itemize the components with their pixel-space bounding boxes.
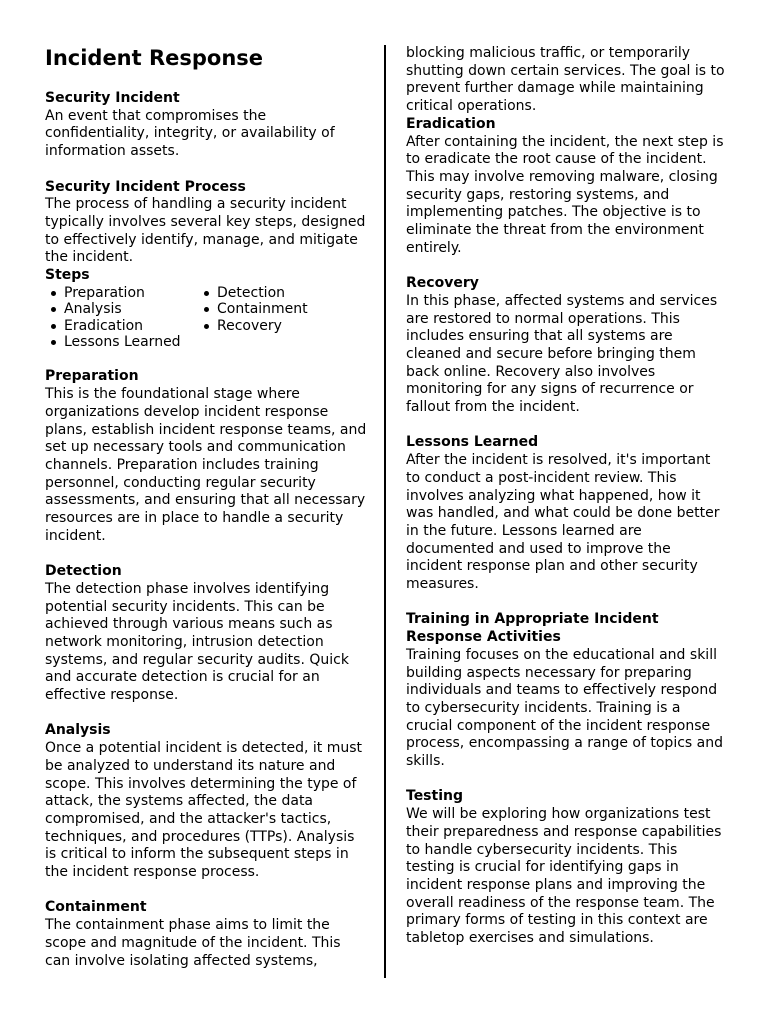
security-incident-text: An event that compromises the confidentiality, integrity, or availability of information assets. [45,107,335,160]
testing-heading: Testing [406,788,463,805]
training-text: Training focuses on the educational and skill building aspects necessary for preparing individuals and teams to effectively respond to cybersecurity incidents. Training is a crucial component of the incident response process, encompassing a range of topics and skills. [406,646,723,770]
list-item: Eradication [45,318,198,335]
process-heading: Security Incident Process [45,178,246,195]
analysis-text: Once a potential incident is detected, it must be analyzed to understand its nature and scope. This involves determining the type of attack, the systems affected, the data compromised, and the attacker's tactics, techniques, and procedures (TTPs). Analysis is critical to inform the subsequent steps in the incident response process. [45,740,363,881]
training-heading: Training in Appropriate Incident Response Activities [406,611,659,646]
testing-text: We will be exploring how organizations test their preparedness and response capabilities to handle cybersecurity incidents. This testing is crucial for identifying gaps in incident response plans and improving the overall readiness of the response team. The primary forms of testing in this context are tabletop exercises and simulations. [406,806,722,947]
recovery-text: In this phase, affected systems and services are restored to normal operations. This includes ensuring that all systems are cleaned and secure before bringing them back online. Recovery also involves monitoring for any signs of recurrence or fallout from the incident. [406,292,718,416]
list-item: Detection [198,285,358,302]
lessons-learned-text: After the incident is resolved, it's important to conduct a post-incident review. This involves analyzing what happened, how it was handled, and what could be done better in the future. Lessons learned are documented and used to improve the incident response plan and other security measures. [406,452,720,593]
detection-heading: Detection [45,563,122,580]
eradication-heading: Eradication [406,115,496,132]
lessons-learned-heading: Lessons Learned [406,434,539,451]
security-incident-heading: Security Incident [45,90,180,106]
left-column [45,44,367,970]
page-title: Incident Response [45,46,264,70]
eradication-text: After containing the incident, the next step is to eradicate the root cause of the incident. This may involve removing malware, closing security gaps, restoring systems, and implementing patches. The objective is to eliminate the threat from the environment entirely. [406,133,724,256]
steps-heading: Steps [45,267,90,284]
containment-text: The containment phase aims to limit the scope and magnitude of the incident. This can involve isolating affected systems, [45,917,341,969]
list-item: Preparation [45,285,198,302]
detection-text: The detection phase involves identifying potential security incidents. This can be achieved through various means such as network monitoring, intrusion detection systems, and regular security audits. Quick and accurate detection is crucial for an effective response. [45,580,349,704]
list-item: Recovery [198,318,358,335]
preparation-text: This is the foundational stage where organizations develop incident response plans, establish incident response teams, and set up necessary tools and communication channels. Preparation includes training personnel, conducting regular security assessments, and ensuring that all necessary resources are in place to handle a security incident. [45,386,367,544]
right-column [406,45,728,948]
list-item: Lessons Learned [45,334,198,351]
list-item: Analysis [45,301,198,318]
preparation-heading: Preparation [45,368,139,385]
list-item: Containment [198,301,358,318]
steps-list [45,285,367,351]
analysis-heading: Analysis [45,722,111,739]
process-text: The process of handling a security incident typically involves several key steps, designed to effectively identify, manage, and mitigate the incident. [45,196,366,266]
containment-heading: Containment [45,899,147,916]
containment-text-continued: blocking malicious traffic, or temporarily shutting down certain services. The goal is to prevent further damage while maintaining critical operations. [406,45,725,115]
recovery-heading: Recovery [406,275,479,292]
column-divider [384,45,386,978]
